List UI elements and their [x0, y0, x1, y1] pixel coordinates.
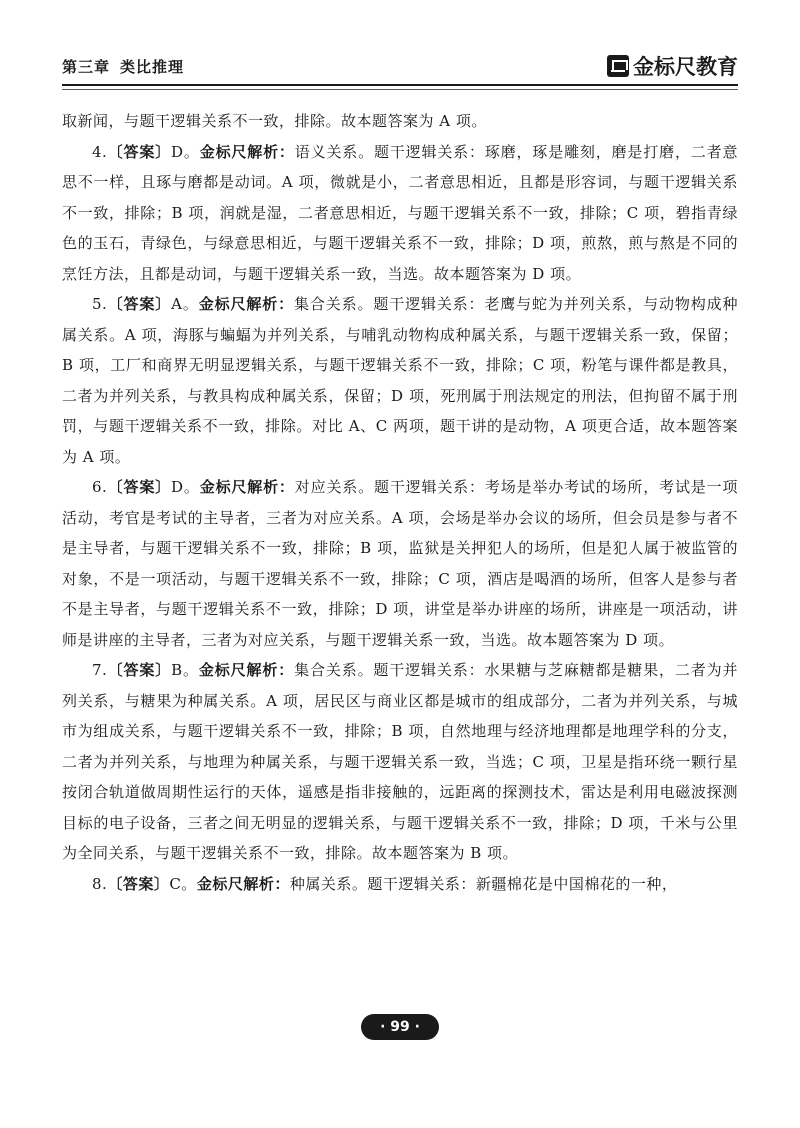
- header-rule-thin: [62, 89, 738, 90]
- analysis-label: 金标尺解析：: [199, 142, 295, 161]
- analysis-text: 集合关系。题干逻辑关系：老鹰与蛇为并列关系，与动物构成种属关系。A 项，海豚与蝙蝠为并列关系，与哺乳动物构成种属关系，与题干逻辑关系一致，保留；B 项，工厂和商界无明显逻辑关系，与题干逻辑关系不一致，排除；C 项，粉笔与课件都是教具，二者为并列关系，与教具构成种属关系，保留；D 项，死刑属于刑法规定的刑法，但拘留不属于刑罚，与题干逻辑关系不一致，排除。对比 A、C 两项，题干讲的是动物，A 项更合适，故本题答案为 A 项。: [62, 295, 738, 466]
- answer-8: 8.〔答案〕C。金标尺解析：种属关系。题干逻辑关系：新疆棉花是中国棉花的一种，: [92, 874, 678, 893]
- answer-label: 〔答案〕: [107, 295, 172, 313]
- analysis-text: 语义关系。题干逻辑关系：琢磨，琢是雕刻，磨是打磨，二者意思不一样，且琢与磨都是动词。A 项，微就是小，二者意思相近，且都是形容词，与题干逻辑关系不一致，排除；B 项，润就是湿，二者意思相近，与题干逻辑关系不一致，排除；C 项，碧指青绿色的玉石，青绿色，与绿意思相近，与题干逻辑关系不一致，排除；D 项，煎熬，煎与熬是不同的烹饪方法，且都是动词，与题干逻辑关系一致，当选。故本题答案为 D 项。: [62, 142, 738, 283]
- answer-label: 〔答案〕: [107, 661, 172, 679]
- analysis-text: 对应关系。题干逻辑关系：考场是举办考试的场所，考试是一项活动，考官是考试的主导者，三者为对应关系。A 项，会场是举办会议的场所，但会员是参与者不是主导者，与题干逻辑关系不一致，排除；B 项，监狱是关押犯人的场所，但是犯人属于被监管的对象，不是一项活动，与题干逻辑关系不一致，排除；C 项，酒店是喝酒的场所，但客人是参与者不是主导者，与题干逻辑关系不一致，排除；D 项，讲堂是举办讲座的场所，讲座是一项活动，讲师是讲座的主导者，三者为对应关系，与题干逻辑关系一致，当选。故本题答案为 D 项。: [62, 478, 738, 649]
- brand-logo: [607, 52, 738, 80]
- answer-5: 5.〔答案〕A。金标尺解析：集合关系。题干逻辑关系：老鹰与蛇为并列关系，与动物构成种属关系。A 项，海豚与蝙蝠为并列关系，与哺乳动物构成种属关系，与题干逻辑关系一致，保留；B 项，工厂和商界无明显逻辑关系，与题干逻辑关系不一致，排除；C 项，粉笔与课件都是教具，二者为并列关系，与教具构成种属关系，保留；D 项，死刑属于刑法规定的刑法，但拘留不属于刑罚，与题干逻辑关系不一致，排除。对比 A、C 两项，题干讲的是动物，A 项更合适，故本题答案为 A 项。: [62, 295, 738, 466]
- header-rule: [62, 84, 738, 86]
- chapter-heading: [62, 56, 184, 77]
- answer-4: 4.〔答案〕D。金标尺解析：语义关系。题干逻辑关系：琢磨，琢是雕刻，磨是打磨，二者意思不一样，且琢与磨都是动词。A 项，微就是小，二者意思相近，且都是形容词，与题干逻辑关系不一致，排除；B 项，润就是湿，二者意思相近，与题干逻辑关系不一致，排除；C 项，碧指青绿色的玉石，青绿色，与绿意思相近，与题干逻辑关系不一致，排除；D 项，煎熬，煎与熬是不同的烹饪方法，且都是动词，与题干逻辑关系一致，当选。故本题答案为 D 项。: [62, 142, 738, 283]
- logo-text: 金标尺教育: [633, 55, 738, 79]
- answer-label: 〔答案〕: [107, 874, 170, 893]
- page-content: [62, 106, 738, 899]
- analysis-label: 金标尺解析：: [199, 478, 295, 496]
- logo-icon: [607, 55, 629, 77]
- chapter-title: 类比推理: [120, 58, 185, 76]
- answer-value: D。: [171, 478, 200, 496]
- answer-value: B。: [171, 661, 199, 679]
- chapter-number: 第三章: [62, 58, 111, 76]
- answer-label: 〔答案〕: [107, 142, 172, 161]
- answer-6: 6.〔答案〕D。金标尺解析：对应关系。题干逻辑关系：考场是举办考试的场所，考试是一项活动，考官是考试的主导者，三者为对应关系。A 项，会场是举办会议的场所，但会员是参与者不是主导者，与题干逻辑关系不一致，排除；B 项，监狱是关押犯人的场所，但是犯人属于被监管的对象，不是一项活动，与题干逻辑关系不一致，排除；C 项，酒店是喝酒的场所，但客人是参与者不是主导者，与题干逻辑关系不一致，排除；D 项，讲堂是举办讲座的场所，讲座是一项活动，讲师是讲座的主导者，三者为对应关系，与题干逻辑关系一致，当选。故本题答案为 D 项。: [62, 478, 738, 649]
- analysis-label: 金标尺解析：: [198, 661, 295, 679]
- answer-value: A。: [171, 295, 199, 313]
- continued-paragraph: 取新闻，与题干逻辑关系不一致，排除。故本题答案为 A 项。: [62, 112, 487, 130]
- answer-7: 7.〔答案〕B。金标尺解析：集合关系。题干逻辑关系：水果糖与芝麻糖都是糖果，二者为并列关系，与糖果为种属关系。A 项，居民区与商业区都是城市的组成部分，二者为并列关系，与城市为组成关系，与题干逻辑关系不一致，排除；B 项，自然地理与经济地理都是地理学科的分支，二者为并列关系，与地理为种属关系，与题干逻辑关系一致，当选；C 项，卫星是指环绕一颗行星按闭合轨道做周期性运行的天体，遥感是指非接触的，远距离的探测技术，雷达是利用电磁波探测目标的电子设备，三者之间无明显的逻辑关系，与题干逻辑关系不一致，排除；D 项，千米与公里为全同关系，与题干逻辑关系不一致，排除。故本题答案为 B 项。: [62, 661, 738, 862]
- analysis-text: 集合关系。题干逻辑关系：水果糖与芝麻糖都是糖果，二者为并列关系，与糖果为种属关系。A 项，居民区与商业区都是城市的组成部分，二者为并列关系，与城市为组成关系，与题干逻辑关系不一致，排除；B 项，自然地理与经济地理都是地理学科的分支，二者为并列关系，与地理为种属关系，与题干逻辑关系一致，当选；C 项，卫星是指环绕一颗行星按闭合轨道做周期性运行的天体，遥感是指非接触的，远距离的探测技术，雷达是利用电磁波探测目标的电子设备，三者之间无明显的逻辑关系，与题干逻辑关系不一致，排除；D 项，千米与公里为全同关系，与题干逻辑关系不一致，排除。故本题答案为 B 项。: [62, 661, 738, 862]
- analysis-label: 金标尺解析：: [196, 874, 290, 893]
- analysis-label: 金标尺解析：: [198, 295, 294, 313]
- answer-value: C。: [169, 874, 197, 893]
- answer-value: D。: [171, 142, 200, 161]
- page-header: [62, 52, 738, 88]
- analysis-text: 种属关系。题干逻辑关系：新疆棉花是中国棉花的一种，: [289, 874, 678, 893]
- page-number: · 99 ·: [361, 1014, 439, 1040]
- answer-label: 〔答案〕: [107, 478, 172, 496]
